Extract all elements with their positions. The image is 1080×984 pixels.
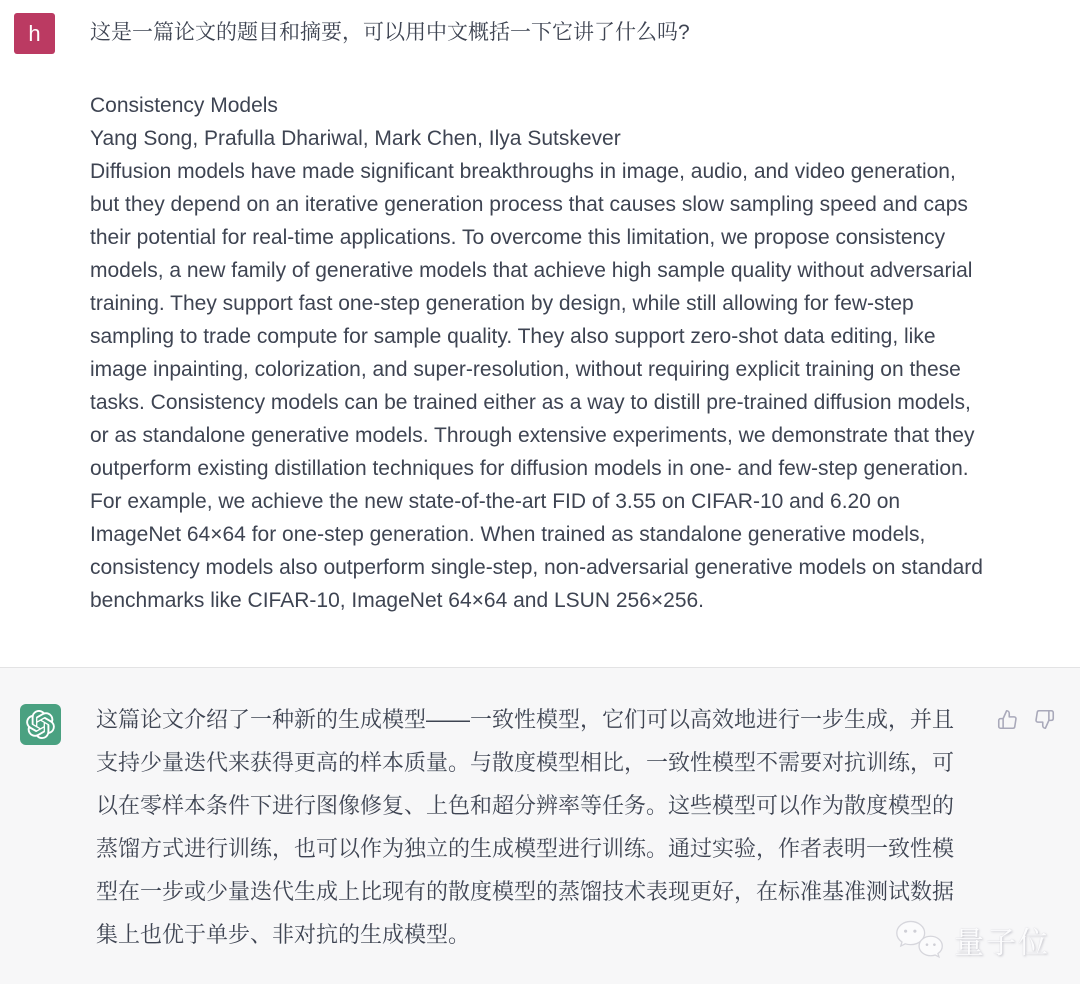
thumbs-up-icon xyxy=(997,709,1018,730)
thumbs-up-button[interactable] xyxy=(997,708,1019,730)
thumbs-down-icon xyxy=(1034,709,1055,730)
thumbs-down-button[interactable] xyxy=(1034,708,1056,730)
user-avatar-letter: h xyxy=(28,20,41,46)
assistant-message xyxy=(0,667,1080,984)
assistant-message-content xyxy=(96,698,970,956)
watermark-label: 量子位 xyxy=(954,927,1050,960)
paper-authors: Yang Song, Prafulla Dhariwal, Mark Chen, Ilya Sutskever xyxy=(90,127,621,150)
paper-title: Consistency Models xyxy=(90,94,278,117)
user-prompt: 这是一篇论文的题目和摘要，可以用中文概括一下它讲了什么吗? xyxy=(90,21,690,44)
openai-logo-icon xyxy=(26,710,55,739)
feedback-buttons xyxy=(997,704,1056,730)
user-message-content xyxy=(90,13,986,617)
user-avatar xyxy=(14,13,55,54)
assistant-avatar xyxy=(20,704,61,745)
paper-abstract: Diffusion models have made significant breakthroughs in image, audio, and video generation, but they depend on an iterative generation process that causes slow sampling speed and caps their potential for real-time applications. To overcome this limitation, we propose consistency models, a new family of generative models that achieve high sample quality without adversarial training. They support fast one-step generation by design, while still allowing for few-step sampling to trade compute for sample quality. They also support zero-shot data editing, like image inpainting, colorization, and super-resolution, without requiring explicit training on these tasks. Consistency models can be trained either as a way to distill pre-trained diffusion models, or as standalone generative models. Through extensive experiments, we demonstrate that they outperform existing distillation techniques for diffusion models in one- and few-step generation. For example, we achieve the new state-of-the-art FID of 3.55 on CIFAR-10 and 6.20 on ImageNet 64×64 for one-step generation. When trained as standalone generative models, consistency models also outperform single-step, non-adversarial generative models on standard benchmarks like CIFAR-10, ImageNet 64×64 and LSUN 256×256. xyxy=(90,160,983,612)
assistant-reply: 这篇论文介绍了一种新的生成模型——一致性模型，它们可以高效地进行一步生成，并且支持少量迭代来获得更高的样本质量。与散度模型相比，一致性模型不需要对抗训练，可以在零样本条件下进行图像修复、上色和超分辨率等任务。这些模型可以作为散度模型的蒸馏方式进行训练，也可以作为独立的生成模型进行训练。通过实验，作者表明一致性模型在一步或少量迭代生成上比现有的散度模型的蒸馏技术表现更好，在标准基准测试数据集上也优于单步、非对抗的生成模型。 xyxy=(96,707,955,947)
paper-block xyxy=(90,89,986,617)
